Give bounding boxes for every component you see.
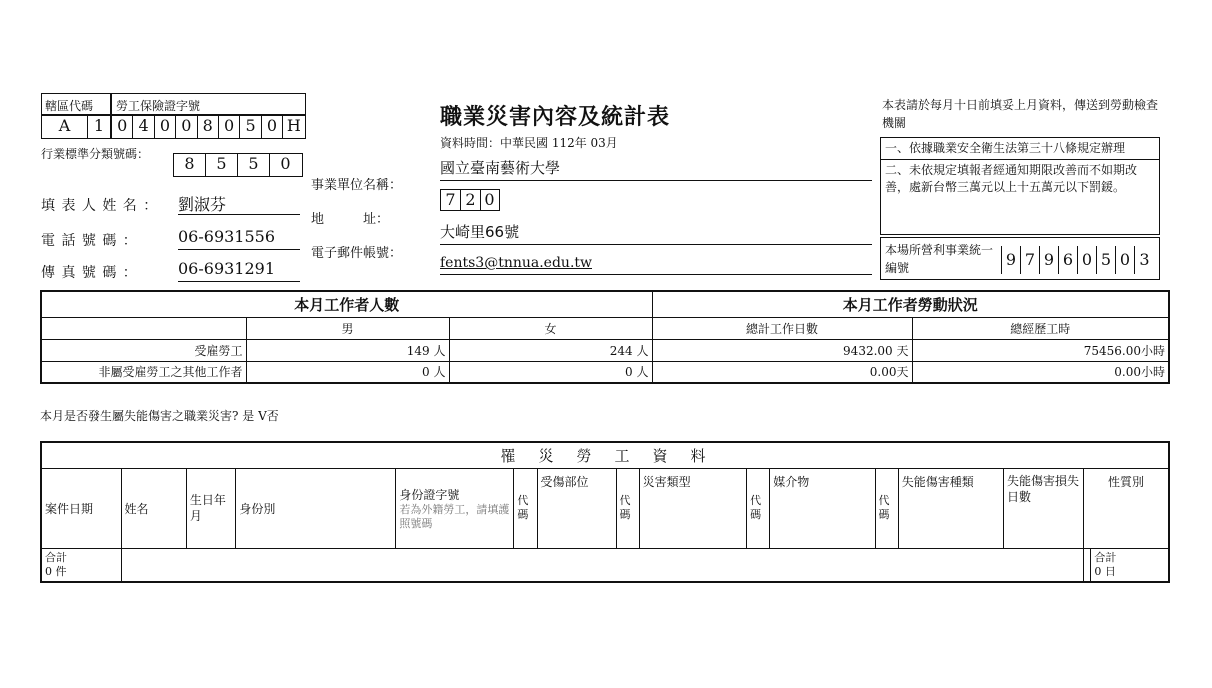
hours-value: 75456.00小時	[912, 339, 1169, 361]
insurance-digit: 0	[262, 116, 283, 138]
tax-id-label: 本場所營利事業統一編號	[885, 243, 994, 275]
district-code-cells	[41, 115, 111, 139]
total-days-cell	[1091, 548, 1169, 582]
industry-digit: 8	[174, 154, 206, 176]
total-spacer-cell	[1084, 548, 1091, 582]
days-value: 0.00天	[652, 361, 912, 383]
col-body-part: 受傷部位	[537, 468, 616, 548]
zip-cells	[440, 189, 500, 211]
district-digit: 1	[93, 116, 105, 135]
col-gender: 性質別	[1084, 468, 1169, 548]
col-name: 姓名	[121, 468, 186, 548]
industry-cells	[173, 153, 303, 177]
id-no-label: 身份證字號	[399, 487, 460, 502]
industry-digit: 5	[238, 154, 270, 176]
table-row	[41, 339, 1169, 361]
total-right-value: 0 日	[1094, 564, 1116, 578]
notice-1: 一、依據職業安全衛生法第三十八條規定辦理	[881, 138, 1159, 160]
total-left-label: 合計	[45, 550, 67, 564]
zip-digit: 2	[461, 190, 481, 210]
insurance-digit: 5	[240, 116, 261, 138]
zip-digit: 0	[484, 190, 495, 209]
male-count: 149 人	[246, 339, 449, 361]
col-code-3: 代碼	[747, 468, 770, 548]
address-value: 大崎里66號	[440, 220, 872, 245]
col-date: 案件日期	[41, 468, 121, 548]
insurance-digit: 0	[176, 116, 197, 138]
data-time: 資料時間：中華民國 112年 03月	[440, 136, 618, 150]
row-label: 非屬受雇勞工之其他工作者	[41, 361, 246, 383]
female-count: 244 人	[449, 339, 652, 361]
id-no-note: 若為外籍勞工，請填護照號碼	[399, 502, 510, 530]
col-identity: 身份別	[236, 468, 396, 548]
male-header: 男	[246, 317, 449, 339]
col-medium: 媒介物	[770, 468, 875, 548]
disability-question: 本月是否發生屬失能傷害之職業災害? 是 V否	[40, 409, 279, 423]
tax-id-digit: 5	[1097, 246, 1116, 274]
unit-name-value: 國立臺南藝術大學	[440, 156, 872, 181]
total-count-cell	[41, 548, 121, 582]
insurance-no-label-box	[111, 93, 306, 115]
male-count: 0 人	[246, 361, 449, 383]
tax-id-cells	[1001, 246, 1154, 274]
col-code-1: 代碼	[514, 468, 537, 548]
hours-header: 本月工作者勞動狀況	[652, 291, 1169, 317]
stats-table	[40, 290, 1170, 384]
col-birth: 生日年月	[186, 468, 236, 548]
insurance-no-cells	[111, 115, 306, 139]
email-label: 電子郵件帳號：	[311, 246, 403, 261]
insurance-digit: 0	[112, 116, 133, 138]
filler-label: 填 表 人 姓 名 ：	[41, 198, 159, 214]
days-value: 9432.00 天	[652, 339, 912, 361]
col-disability-type: 失能傷害種類	[898, 468, 1003, 548]
hours-value: 0.00小時	[912, 361, 1169, 383]
form-title: 職業災害內容及統計表	[440, 104, 671, 130]
insurance-digit: 0	[219, 116, 240, 138]
col-lost-days: 失能傷害損失日數	[1004, 468, 1084, 548]
insurance-digit: 4	[133, 116, 154, 138]
fax-label: 傳 真 號 碼 ：	[41, 265, 138, 281]
industry-label: 行業標準分類號碼：	[41, 147, 150, 161]
total-hours-header: 總經歷工時	[912, 317, 1169, 339]
phone-value: 06-6931556	[178, 227, 300, 250]
injury-title: 罹 災 勞 工 資 料	[41, 442, 1169, 468]
table-row	[41, 361, 1169, 383]
phone-label: 電 話 號 碼 ：	[41, 233, 138, 249]
notice-top: 本表請於每月十日前填妥上月資料，傳送到勞動檢查機關	[882, 98, 1159, 130]
col-id-no	[396, 468, 514, 548]
district-code-label-box	[41, 93, 111, 115]
total-days-header: 總計工作日數	[652, 317, 912, 339]
notice-box	[880, 137, 1160, 235]
tax-id-digit: 3	[1139, 250, 1150, 269]
filler-value: 劉淑芬	[178, 192, 300, 215]
tax-id-digit: 9	[1002, 246, 1021, 274]
fax-value: 06-6931291	[178, 259, 300, 282]
total-right-label: 合計	[1094, 550, 1117, 564]
tax-id-digit: 7	[1021, 246, 1040, 274]
district-digit: A	[42, 116, 88, 138]
email-link[interactable]: fents3@tnnua.edu.tw	[440, 255, 592, 271]
zip-digit: 7	[441, 190, 461, 210]
female-header: 女	[449, 317, 652, 339]
email-value	[440, 252, 872, 275]
workers-header: 本月工作者人數	[41, 291, 652, 317]
injury-table	[40, 441, 1170, 583]
tax-id-digit: 6	[1059, 246, 1078, 274]
tax-id-digit: 0	[1116, 246, 1135, 274]
insurance-digit: 8	[198, 116, 219, 138]
total-blank-cell	[121, 548, 1084, 582]
industry-digit: 5	[206, 154, 238, 176]
insurance-no-label: 勞工保險證字號	[116, 99, 201, 113]
district-code-label: 轄區代碼	[45, 99, 94, 113]
row-label: 受雇勞工	[41, 339, 246, 361]
insurance-digit: H	[286, 116, 301, 135]
unit-name-label: 事業單位名稱：	[311, 178, 403, 193]
notice-2: 二、未依規定填報者經通知期限改善而不如期改善，處新台幣三萬元以上十五萬元以下罰鍰。	[885, 163, 1138, 194]
blank-header-cell	[41, 317, 246, 339]
col-disaster-type: 災害類型	[639, 468, 746, 548]
insurance-digit: 0	[155, 116, 176, 138]
female-count: 0 人	[449, 361, 652, 383]
industry-digit: 0	[280, 154, 291, 173]
col-code-4: 代碼	[875, 468, 898, 548]
col-code-2: 代碼	[616, 468, 639, 548]
tax-id-digit: 9	[1040, 246, 1059, 274]
address-label: 地 址：	[311, 212, 390, 227]
tax-id-box	[880, 237, 1160, 280]
tax-id-digit: 0	[1078, 246, 1097, 274]
total-left-value: 0 件	[45, 564, 67, 578]
